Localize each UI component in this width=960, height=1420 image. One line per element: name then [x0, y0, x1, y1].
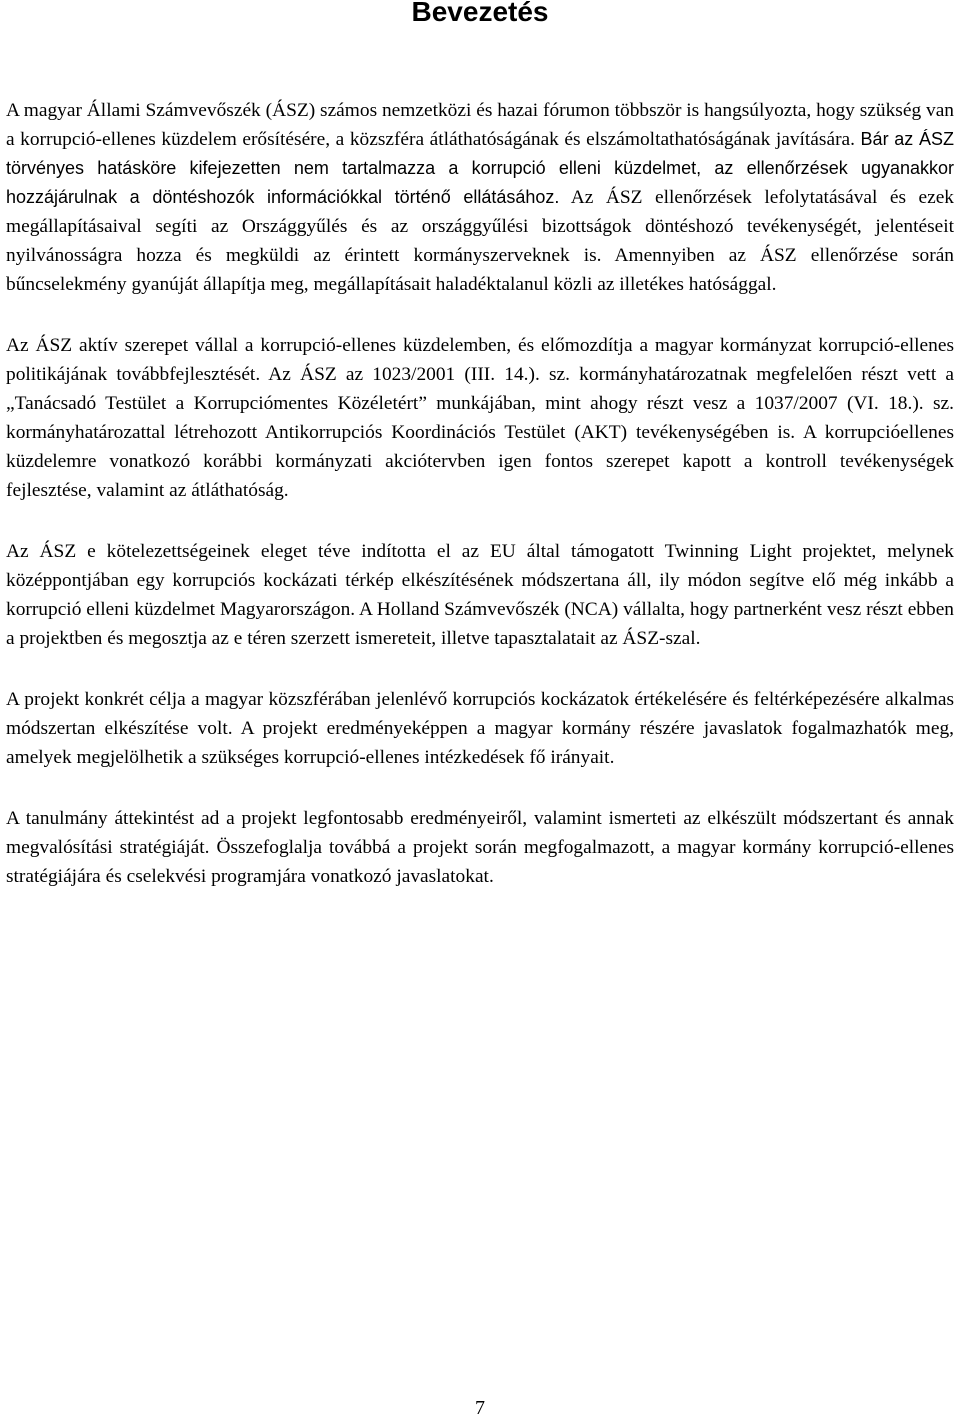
paragraph-1-text-b: Bár az ÁSZ törvényes hatásköre kifejezetten nem tartalmazza a korrupció elleni küzdelmet, az ellenőrzések ugyanakkor hozzájárulnak a döntéshozók információkkal történő ellátásához. — [6, 129, 955, 207]
paragraph-1 — [6, 96, 954, 299]
body-text — [6, 96, 954, 923]
paragraph-4-text: A projekt konkrét célja a magyar közszférában jelenlévő korrupciós kockázatok értékelésére és feltérképezésére alkalmas módszertan elkészítése volt. A projekt eredményeképpen a magyar kormány részére javaslatok fogalmazhatók meg, amelyek megjelölhetik a szükséges korrupció-ellenes intézkedések fő irányait. — [6, 689, 954, 768]
paragraph-1-text-a: A magyar Állami Számvevőszék (ÁSZ) számos nemzetközi és hazai fórumon többször is hangsúlyozta, hogy szükség van a korrupció-ellenes küzdelem erősítésére, a közszféra átláthatóságának és elszámoltathatóságának javítására. — [6, 100, 954, 150]
paragraph-1-text-c: Az ÁSZ ellenőrzések lefolytatásával és ezek megállapításaival segíti az Országgyűlés és az országgyűlési bizottságok döntéshozó tevékenységét, jelentéseit nyilvánosságra hozza és megküldi az érintett kormányszerveknek is. Amennyiben az ÁSZ ellenőrzése során bűncselekmény gyanúját állapítja meg, megállapításait haladéktalanul közli az illetékes hatósággal. — [6, 187, 954, 295]
paragraph-5 — [6, 804, 954, 891]
paragraph-3-text: Az ÁSZ e kötelezettségeinek eleget téve indította el az EU által támogatott Twinning Light projektet, melynek középpontjában egy korrupciós kockázati térkép elkészítésének módszertana áll, ily módon segítve elő még inkább a korrupció elleni küzdelmet Magyarországon. A Holland Számvevőszék (NCA) vállalta, hogy partnerként vesz részt ebben a projektben és megosztja az e téren szerzett ismereteit, illetve tapasztalatait az ÁSZ-szal. — [6, 541, 954, 649]
paragraph-4 — [6, 685, 954, 772]
paragraph-2 — [6, 331, 954, 505]
page-title: Bevezetés — [411, 0, 549, 27]
paragraph-5-text: A tanulmány áttekintést ad a projekt legfontosabb eredményeiről, valamint ismerteti az elkészült módszertant és annak megvalósítási stratégiáját. Összefoglalja továbbá a projekt során megfogalmazott, a magyar kormány korrupció-ellenes stratégiájára és cselekvési programjára vonatkozó javaslatokat. — [6, 808, 954, 887]
page-number: 7 — [475, 1397, 485, 1419]
paragraph-3 — [6, 537, 954, 653]
paragraph-2-text: Az ÁSZ aktív szerepet vállal a korrupció-ellenes küzdelemben, és előmozdítja a magyar kormányzat korrupció-ellenes politikájának továbbfejlesztését. Az ÁSZ az 1023/2001 (III. 14.). sz. kormányhatározatnak megfelelően részt vett a „Tanácsadó Testület a Korrupciómentes Közéletért” munkájában, mint ahogy részt vesz a 1037/2007 (VI. 18.). sz. kormányhatározattal létrehozott Antikorrupciós Koordinációs Testület (AKT) tevékenységében is. A korrupcióellenes küzdelemre vonatkozó korábbi kormányzati akciótervben igen fontos szerepet kapott a kontroll tevékenységek fejlesztése, valamint az átláthatóság. — [6, 335, 954, 501]
